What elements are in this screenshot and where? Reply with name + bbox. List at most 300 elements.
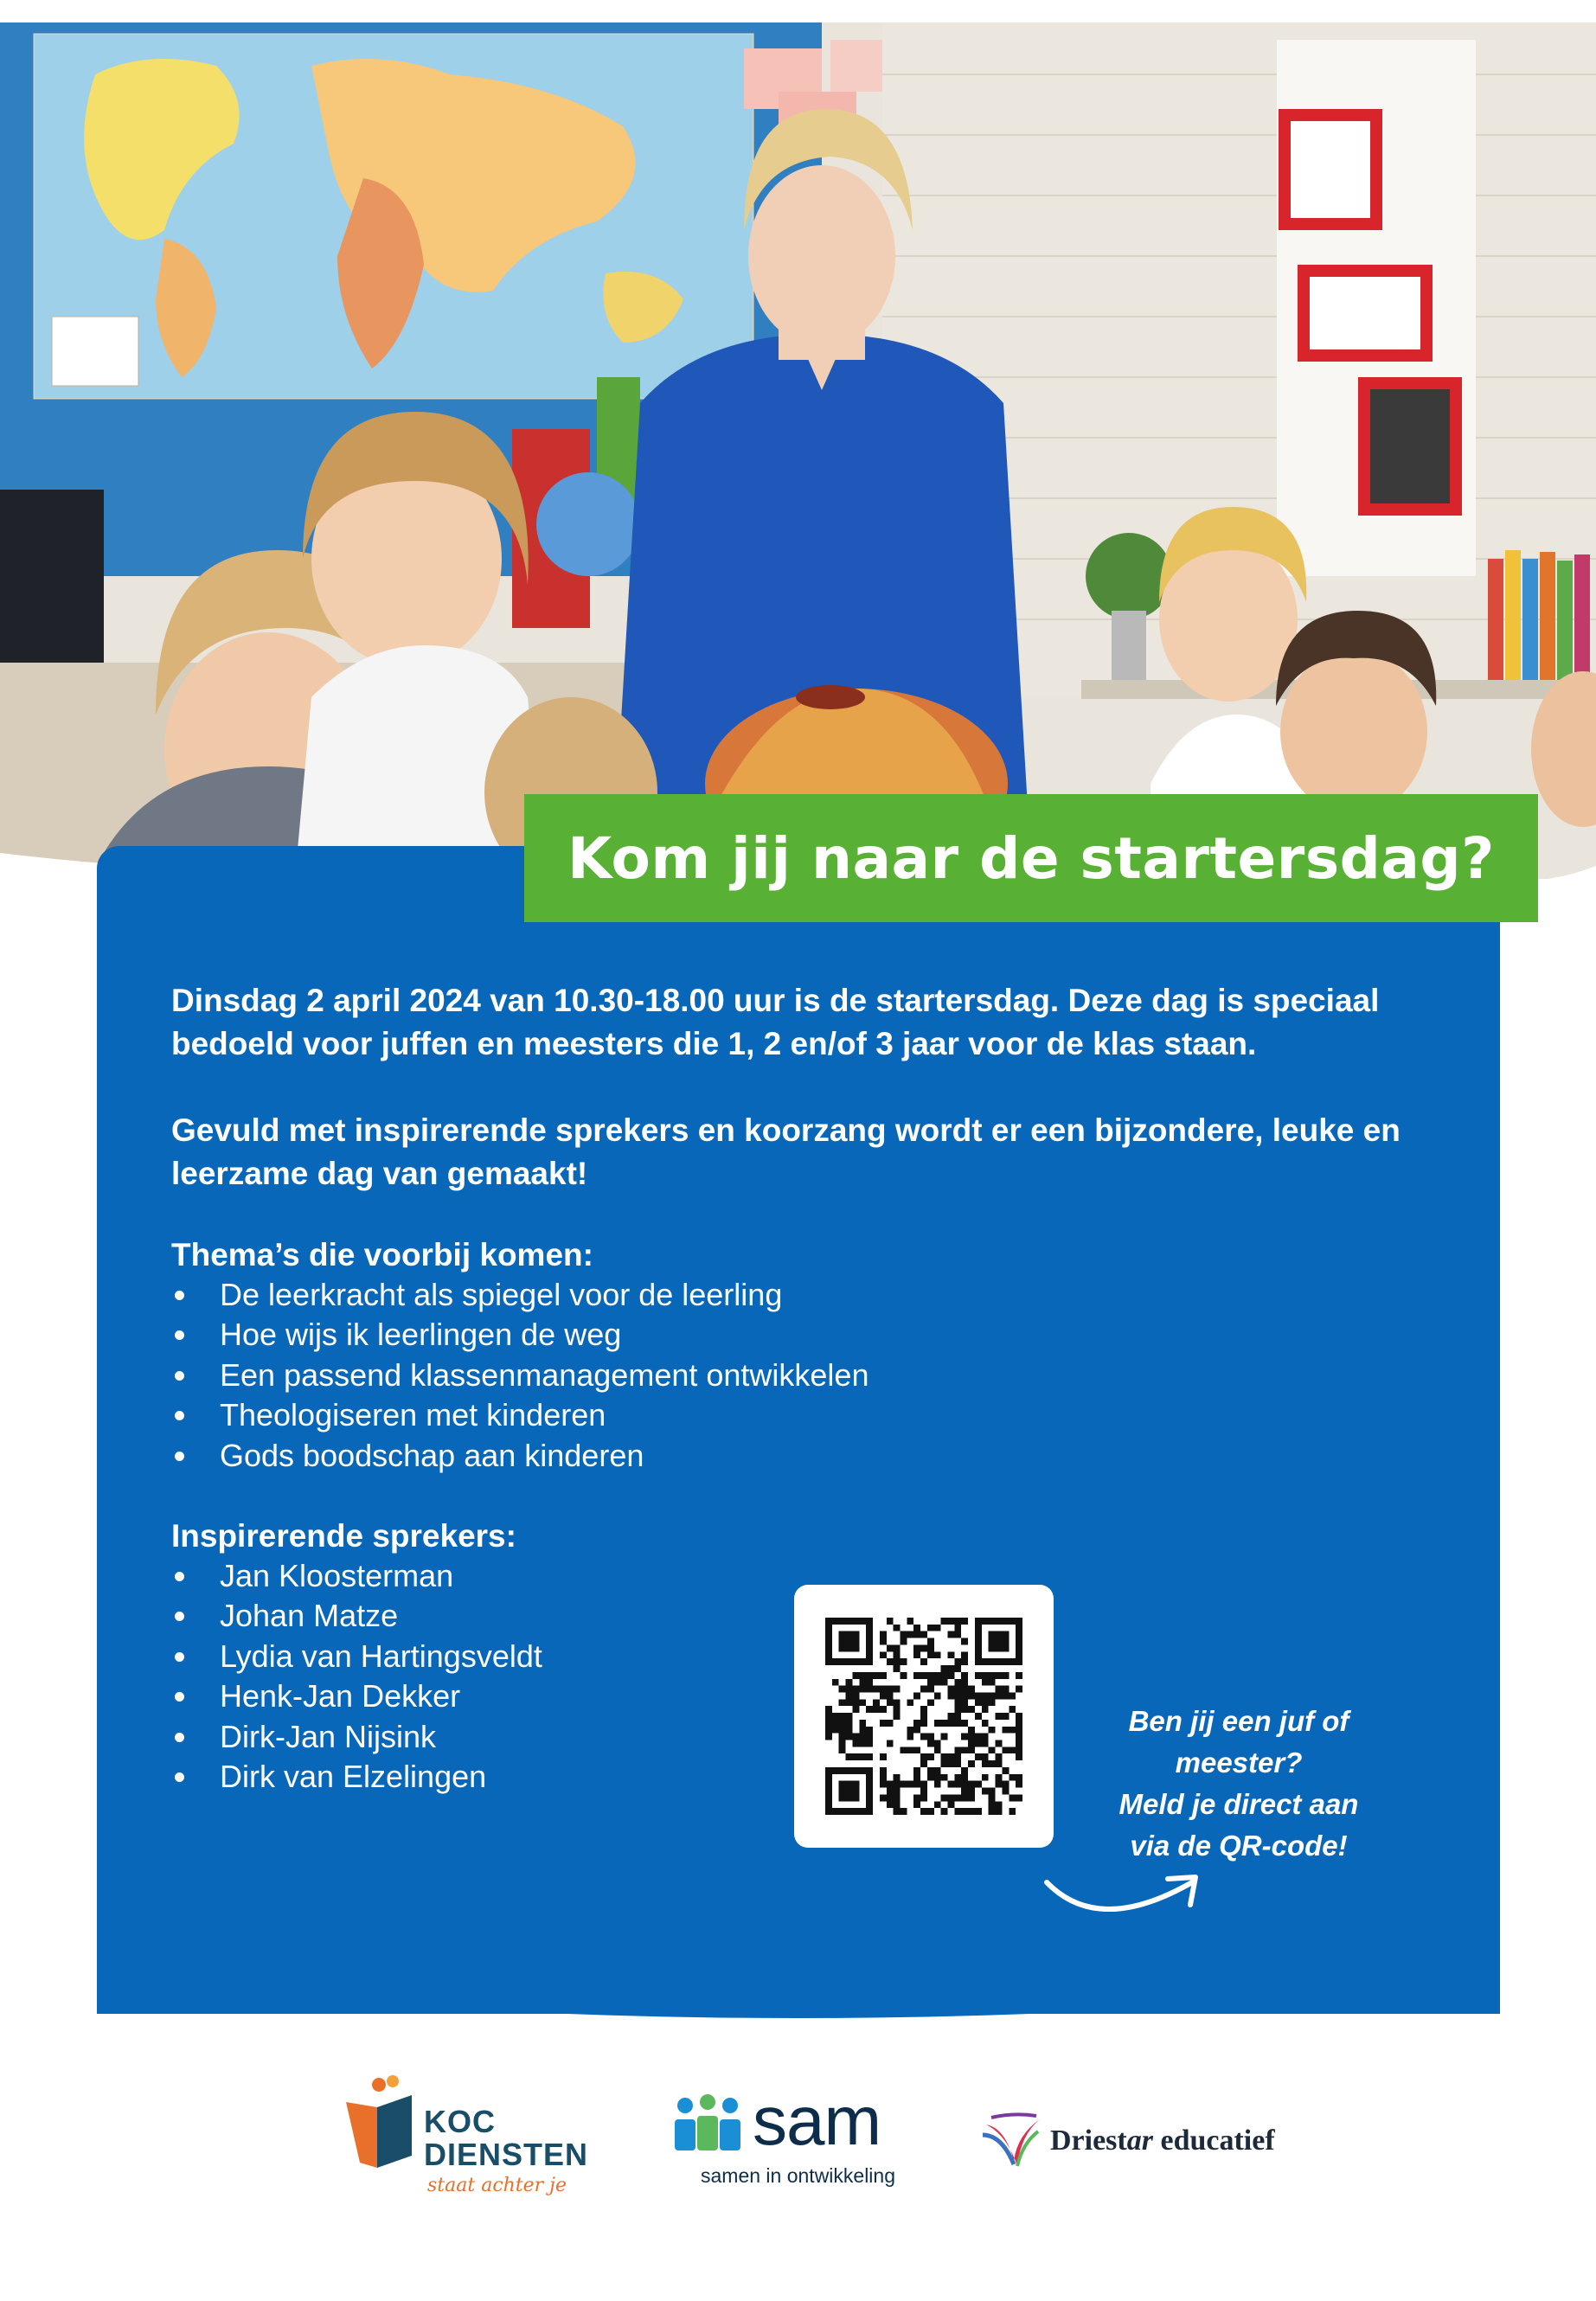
qr-module xyxy=(982,1760,989,1767)
qr-module xyxy=(825,1734,832,1740)
qr-module xyxy=(968,1734,975,1740)
qr-module xyxy=(927,1734,934,1740)
qr-module xyxy=(961,1679,968,1686)
themes-list xyxy=(171,1275,869,1476)
qr-module xyxy=(887,1788,894,1795)
koc-tagline: staat achter je xyxy=(427,2175,567,2196)
list-item: Dirk-Jan Nijsink xyxy=(171,1717,542,1757)
qr-module xyxy=(894,1665,901,1672)
qr-module xyxy=(907,1781,913,1788)
qr-module xyxy=(996,1801,1003,1808)
qr-module xyxy=(975,1808,982,1815)
qr-module xyxy=(894,1808,901,1815)
qr-module xyxy=(887,1658,894,1665)
qr-module xyxy=(961,1706,968,1713)
sam-tagline: samen in ontwikkeling xyxy=(701,2164,896,2187)
qr-module xyxy=(982,1699,989,1706)
qr-module xyxy=(920,1631,927,1638)
qr-module xyxy=(1009,1692,1016,1699)
qr-module xyxy=(846,1644,853,1651)
koc-wordmark xyxy=(424,2106,588,2171)
qr-module xyxy=(941,1760,948,1767)
qr-module xyxy=(975,1740,982,1747)
qr-module xyxy=(866,1644,873,1651)
qr-module xyxy=(866,1794,873,1801)
qr-module xyxy=(887,1699,894,1706)
qr-module xyxy=(839,1808,846,1815)
qr-module xyxy=(907,1727,913,1734)
qr-module xyxy=(996,1692,1003,1699)
qr-module xyxy=(989,1658,996,1665)
cta-line-3: via de QR-code! xyxy=(1130,1830,1348,1862)
qr-module xyxy=(1016,1625,1022,1631)
qr-module xyxy=(866,1788,873,1795)
qr-module xyxy=(832,1713,839,1720)
qr-module xyxy=(961,1808,968,1815)
qr-module xyxy=(1002,1658,1009,1665)
qr-module xyxy=(989,1618,996,1625)
qr-module xyxy=(852,1740,859,1747)
page-title: Kom jij naar de startersdag? xyxy=(567,824,1495,892)
qr-module xyxy=(1016,1774,1022,1781)
qr-module xyxy=(954,1713,961,1720)
qr-module xyxy=(941,1720,948,1727)
qr-module xyxy=(852,1788,859,1795)
qr-code-pattern xyxy=(825,1616,1022,1817)
qr-module xyxy=(880,1672,887,1679)
qr-module xyxy=(920,1734,927,1740)
qr-module xyxy=(832,1679,839,1686)
qr-module xyxy=(975,1713,982,1720)
qr-module xyxy=(934,1767,941,1774)
qr-module xyxy=(968,1788,975,1795)
qr-module xyxy=(948,1651,955,1658)
qr-module xyxy=(825,1644,832,1651)
qr-module xyxy=(832,1720,839,1727)
qr-module xyxy=(996,1644,1003,1651)
qr-module xyxy=(913,1781,920,1788)
qr-module xyxy=(913,1692,920,1699)
qr-module xyxy=(934,1774,941,1781)
qr-module xyxy=(859,1699,866,1706)
qr-module xyxy=(996,1774,1003,1781)
title-banner xyxy=(524,794,1538,922)
qr-module xyxy=(859,1753,866,1760)
qr-module xyxy=(839,1631,846,1638)
qr-module xyxy=(839,1720,846,1727)
qr-module xyxy=(913,1774,920,1781)
qr-module xyxy=(846,1788,853,1795)
qr-module xyxy=(846,1618,853,1625)
qr-module xyxy=(852,1672,859,1679)
qr-module xyxy=(954,1625,961,1631)
qr-module xyxy=(866,1625,873,1631)
qr-module xyxy=(846,1631,853,1638)
qr-module xyxy=(832,1618,839,1625)
qr-module xyxy=(927,1808,934,1815)
cta-line-2: Meld je direct aan xyxy=(1118,1788,1359,1820)
qr-module xyxy=(1016,1686,1022,1693)
qr-module xyxy=(839,1734,846,1740)
qr-module xyxy=(982,1658,989,1665)
qr-module xyxy=(954,1781,961,1788)
qr-module xyxy=(996,1781,1003,1788)
qr-module xyxy=(996,1808,1003,1815)
qr-module xyxy=(927,1767,934,1774)
qr-module xyxy=(948,1794,955,1801)
intro-paragraph-date: Dinsdag 2 april 2024 van 10.30-18.00 uur is de startersdag. Deze dag is speciaal bedoeld voor juffen en meesters die 1, 2 en/of 3 jaar voor de klas staan. xyxy=(171,983,1380,1061)
qr-module xyxy=(920,1794,927,1801)
qr-module xyxy=(920,1781,927,1788)
qr-module xyxy=(866,1672,873,1679)
qr-module xyxy=(852,1706,859,1713)
qr-module xyxy=(920,1713,927,1720)
qr-module xyxy=(825,1727,832,1734)
qr-module xyxy=(975,1672,982,1679)
qr-module xyxy=(927,1679,934,1686)
sam-logo xyxy=(670,2082,920,2189)
qr-module xyxy=(859,1767,866,1774)
qr-module xyxy=(975,1618,982,1625)
qr-module xyxy=(1009,1706,1016,1713)
qr-module xyxy=(894,1801,901,1808)
qr-module xyxy=(894,1686,901,1693)
qr-module xyxy=(961,1699,968,1706)
qr-module xyxy=(894,1658,901,1665)
qr-module xyxy=(975,1658,982,1665)
qr-module xyxy=(825,1631,832,1638)
qr-module xyxy=(887,1794,894,1801)
qr-module xyxy=(934,1781,941,1788)
qr-module xyxy=(941,1808,948,1815)
qr-module xyxy=(961,1720,968,1727)
qr-module xyxy=(825,1638,832,1645)
qr-module xyxy=(839,1686,846,1693)
qr-module xyxy=(887,1644,894,1651)
qr-module xyxy=(954,1753,961,1760)
qr-module xyxy=(825,1651,832,1658)
qr-module xyxy=(961,1767,968,1774)
qr-module xyxy=(982,1740,989,1747)
qr-module xyxy=(825,1706,832,1713)
qr-module xyxy=(832,1767,839,1774)
list-item: Johan Matze xyxy=(171,1596,542,1636)
qr-module xyxy=(839,1638,846,1645)
qr-module xyxy=(846,1767,853,1774)
qr-module xyxy=(1002,1747,1009,1753)
qr-module xyxy=(996,1713,1003,1720)
qr-module xyxy=(894,1706,901,1713)
qr-module xyxy=(839,1618,846,1625)
qr-module xyxy=(954,1631,961,1638)
driestar-wordmark-prefix: Driest xyxy=(1050,2125,1127,2157)
qr-module xyxy=(832,1808,839,1815)
qr-module xyxy=(825,1713,832,1720)
qr-module xyxy=(1002,1767,1009,1774)
qr-module xyxy=(846,1753,853,1760)
qr-module xyxy=(900,1808,907,1815)
qr-module xyxy=(1016,1740,1022,1747)
qr-module xyxy=(859,1734,866,1740)
qr-module xyxy=(989,1644,996,1651)
qr-module xyxy=(989,1747,996,1753)
qr-module xyxy=(880,1692,887,1699)
qr-module xyxy=(982,1753,989,1760)
qr-module xyxy=(948,1781,955,1788)
qr-module xyxy=(880,1753,887,1760)
qr-module xyxy=(852,1753,859,1760)
qr-module xyxy=(873,1686,880,1693)
qr-module xyxy=(907,1631,913,1638)
list-item: Dirk van Elzelingen xyxy=(171,1757,542,1797)
qr-module xyxy=(839,1794,846,1801)
qr-module xyxy=(982,1774,989,1781)
qr-module xyxy=(961,1781,968,1788)
qr-module xyxy=(887,1781,894,1788)
list-item: Hoe wijs ik leerlingen de weg xyxy=(171,1315,869,1355)
qr-module xyxy=(941,1618,948,1625)
qr-module xyxy=(961,1686,968,1693)
qr-module xyxy=(954,1720,961,1727)
qr-module xyxy=(961,1734,968,1740)
qr-module xyxy=(941,1774,948,1781)
qr-module xyxy=(825,1794,832,1801)
qr-module xyxy=(954,1808,961,1815)
qr-module xyxy=(941,1672,948,1679)
qr-module xyxy=(1016,1658,1022,1665)
qr-module xyxy=(996,1760,1003,1767)
list-item: Lydia van Hartingsveldt xyxy=(171,1637,542,1676)
qr-module xyxy=(982,1692,989,1699)
qr-module xyxy=(927,1672,934,1679)
qr-module xyxy=(846,1692,853,1699)
qr-module xyxy=(961,1692,968,1699)
qr-module xyxy=(880,1638,887,1645)
qr-module xyxy=(941,1753,948,1760)
qr-module xyxy=(900,1747,907,1753)
qr-module xyxy=(996,1638,1003,1645)
koc-figure-icon xyxy=(343,2073,420,2168)
qr-module xyxy=(975,1781,982,1788)
list-item: Een passend klassenmanagement ontwikkelen xyxy=(171,1356,869,1395)
qr-module xyxy=(913,1651,920,1658)
qr-module xyxy=(927,1686,934,1693)
qr-module xyxy=(927,1651,934,1658)
qr-module xyxy=(927,1625,934,1631)
driestar-wordmark-suffix: educatief xyxy=(1152,2125,1275,2157)
qr-module xyxy=(934,1625,941,1631)
qr-module xyxy=(913,1801,920,1808)
qr-module xyxy=(961,1618,968,1625)
sam-people-icon xyxy=(670,2093,747,2163)
qr-module xyxy=(913,1747,920,1753)
qr-module xyxy=(934,1692,941,1699)
qr-module xyxy=(859,1679,866,1686)
qr-module xyxy=(954,1679,961,1686)
qr-module xyxy=(1009,1618,1016,1625)
qr-module xyxy=(866,1781,873,1788)
qr-module xyxy=(873,1706,880,1713)
qr-module xyxy=(894,1781,901,1788)
qr-module xyxy=(880,1781,887,1788)
qr-module xyxy=(996,1740,1003,1747)
qr-module xyxy=(852,1767,859,1774)
qr-module xyxy=(852,1618,859,1625)
qr-module xyxy=(975,1734,982,1740)
qr-module xyxy=(880,1651,887,1658)
koc-diensten-logo xyxy=(343,2073,602,2197)
qr-module xyxy=(866,1706,873,1713)
qr-module xyxy=(852,1808,859,1815)
qr-module xyxy=(941,1679,948,1686)
qr-module xyxy=(934,1651,941,1658)
qr-module xyxy=(880,1686,887,1693)
qr-module xyxy=(927,1699,934,1706)
qr-module xyxy=(982,1788,989,1795)
qr-module xyxy=(894,1774,901,1781)
qr-module xyxy=(920,1706,927,1713)
qr-module xyxy=(920,1788,927,1795)
qr-module xyxy=(989,1760,996,1767)
qr-module xyxy=(907,1699,913,1706)
qr-module xyxy=(968,1808,975,1815)
qr-module xyxy=(954,1706,961,1713)
qr-module xyxy=(989,1638,996,1645)
qr-module xyxy=(866,1631,873,1638)
qr-module xyxy=(907,1618,913,1625)
qr-module xyxy=(934,1720,941,1727)
qr-module xyxy=(866,1753,873,1760)
qr-module xyxy=(852,1686,859,1693)
driestar-wordmark-italic: ar xyxy=(1126,2125,1153,2157)
qr-module xyxy=(961,1788,968,1795)
qr-module xyxy=(1016,1631,1022,1638)
qr-module xyxy=(866,1651,873,1658)
qr-module xyxy=(846,1686,853,1693)
qr-module xyxy=(1009,1794,1016,1801)
qr-module xyxy=(934,1672,941,1679)
qr-module xyxy=(996,1672,1003,1679)
koc-wordmark-line-1: KOC xyxy=(424,2104,496,2139)
qr-module xyxy=(954,1794,961,1801)
qr-module xyxy=(989,1788,996,1795)
qr-module xyxy=(968,1706,975,1713)
qr-module xyxy=(1016,1781,1022,1788)
qr-module xyxy=(982,1706,989,1713)
qr-module xyxy=(825,1808,832,1815)
qr-module xyxy=(894,1794,901,1801)
qr-module xyxy=(846,1727,853,1734)
qr-module xyxy=(866,1808,873,1815)
qr-module xyxy=(859,1720,866,1727)
qr-module xyxy=(839,1699,846,1706)
qr-module xyxy=(968,1692,975,1699)
qr-module xyxy=(961,1794,968,1801)
qr-module xyxy=(1002,1638,1009,1645)
qr-module xyxy=(954,1692,961,1699)
qr-module xyxy=(859,1658,866,1665)
qr-module xyxy=(894,1651,901,1658)
qr-code[interactable] xyxy=(794,1585,1054,1848)
qr-module xyxy=(846,1808,853,1815)
qr-module xyxy=(975,1699,982,1706)
qr-module xyxy=(961,1672,968,1679)
qr-module xyxy=(887,1692,894,1699)
qr-module xyxy=(825,1658,832,1665)
qr-module xyxy=(1016,1720,1022,1727)
qr-module xyxy=(852,1658,859,1665)
qr-module xyxy=(839,1747,846,1753)
qr-module xyxy=(825,1774,832,1781)
qr-module xyxy=(913,1720,920,1727)
qr-module xyxy=(1016,1638,1022,1645)
qr-module xyxy=(975,1651,982,1658)
qr-module xyxy=(982,1720,989,1727)
qr-module xyxy=(989,1679,996,1686)
qr-module xyxy=(975,1644,982,1651)
intro-paragraph-description: Gevuld met inspirerende sprekers en koorzang wordt er een bijzondere, leuke en leerzame dag van gemaakt! xyxy=(171,1112,1401,1191)
qr-module xyxy=(968,1760,975,1767)
qr-module xyxy=(961,1774,968,1781)
qr-module xyxy=(948,1665,955,1672)
qr-module xyxy=(975,1753,982,1760)
qr-module xyxy=(880,1794,887,1801)
qr-module xyxy=(1016,1618,1022,1625)
qr-module xyxy=(1016,1651,1022,1658)
qr-module xyxy=(961,1638,968,1645)
qr-module xyxy=(927,1644,934,1651)
driestar-star-icon xyxy=(979,2109,1045,2175)
qr-module xyxy=(1002,1631,1009,1638)
qr-module xyxy=(989,1801,996,1808)
qr-module xyxy=(839,1727,846,1734)
qr-module xyxy=(866,1727,873,1734)
qr-module xyxy=(880,1767,887,1774)
qr-module xyxy=(825,1625,832,1631)
qr-module xyxy=(1002,1686,1009,1693)
qr-module xyxy=(961,1658,968,1665)
qr-module xyxy=(880,1774,887,1781)
qr-module xyxy=(913,1767,920,1774)
list-item: De leerkracht als spiegel voor de leerling xyxy=(171,1275,869,1315)
qr-module xyxy=(934,1740,941,1747)
qr-module xyxy=(852,1699,859,1706)
qr-module xyxy=(954,1618,961,1625)
qr-module xyxy=(846,1713,853,1720)
qr-module xyxy=(948,1631,955,1638)
qr-module xyxy=(913,1672,920,1679)
qr-module xyxy=(1002,1672,1009,1679)
qr-module xyxy=(954,1658,961,1665)
speakers-heading: Inspirerende sprekers: xyxy=(171,1518,516,1554)
qr-module xyxy=(982,1618,989,1625)
qr-module xyxy=(913,1727,920,1734)
qr-module xyxy=(934,1679,941,1686)
qr-module xyxy=(846,1781,853,1788)
qr-module xyxy=(1016,1672,1022,1679)
qr-module xyxy=(859,1740,866,1747)
qr-module xyxy=(825,1781,832,1788)
qr-module xyxy=(920,1808,927,1815)
qr-module xyxy=(920,1760,927,1767)
qr-module xyxy=(852,1781,859,1788)
qr-module xyxy=(913,1631,920,1638)
qr-module xyxy=(894,1625,901,1631)
qr-module xyxy=(880,1720,887,1727)
qr-module xyxy=(968,1747,975,1753)
qr-module xyxy=(948,1801,955,1808)
signup-call-to-action xyxy=(1066,1701,1412,1867)
